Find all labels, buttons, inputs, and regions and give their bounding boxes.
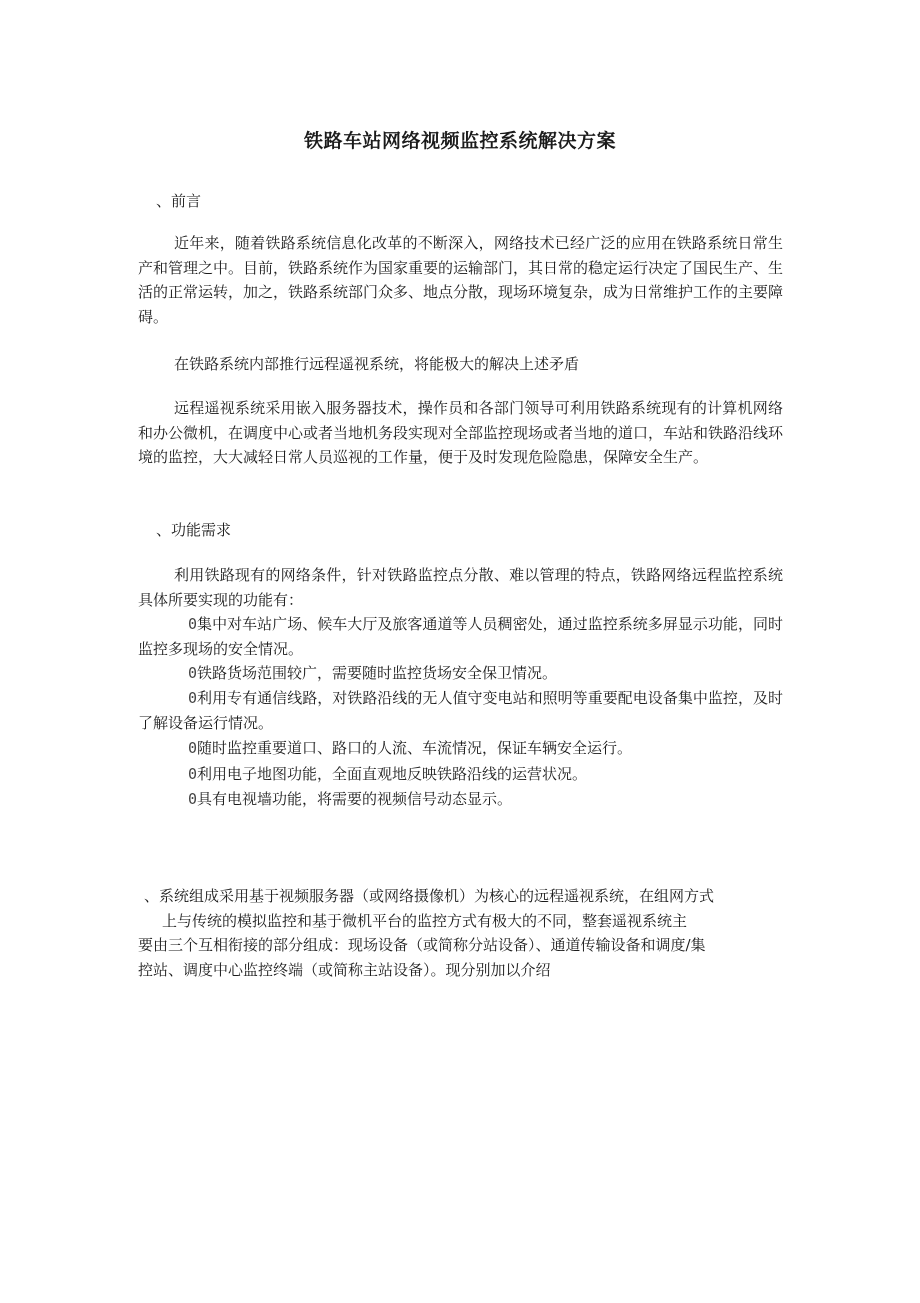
composition-line: 上与传统的模拟监控和基于微机平台的监控方式有极大的不同，整套遥视系统主 xyxy=(162,911,688,930)
bullet-marker: 0 xyxy=(188,790,198,808)
list-item-text: 铁路货场范围较广，需要随时监控货场安全保卫情况。 xyxy=(197,664,558,682)
composition-line: 、系统组成采用基于视频服务器（或网络摄像机）为核心的远程遥视系统，在组网方式 xyxy=(144,887,715,905)
list-item xyxy=(138,686,783,735)
composition-line: 控站、调度中心监控终端（或简称主站设备）。现分别加以介绍 xyxy=(138,960,551,979)
bullet-marker: 0 xyxy=(188,689,198,707)
list-item xyxy=(138,736,783,761)
list-item xyxy=(138,661,783,686)
list-item-text: 具有电视墙功能，将需要的视频信号动态显示。 xyxy=(197,790,513,808)
paragraph-system-composition xyxy=(138,884,788,982)
bullet-marker: 0 xyxy=(188,664,198,682)
list-item xyxy=(138,787,783,812)
section-heading-requirements: 、功能需求 xyxy=(156,521,232,539)
list-item-text: 利用专有通信线路，对铁路沿线的无人值守变电站和照明等重要配电设备集中监控，及时了解设备运行情况。 xyxy=(138,689,783,732)
section-heading-preface: 、前言 xyxy=(156,192,202,210)
list-item-text: 随时监控重要道口、路口的人流、车流情况，保证车辆安全运行。 xyxy=(197,739,633,757)
list-item-text: 集中对车站广场、候车大厅及旅客通道等人员稠密处，通过监控系统多屏显示功能，同时监控多现场的安全情况。 xyxy=(138,615,783,658)
paragraph-proposal: 在铁路系统内部推行远程遥视系统，将能极大的解决上述矛盾 xyxy=(174,355,580,373)
paragraph-remote-monitoring: 远程遥视系统采用嵌入服务器技术，操作员和各部门领导可利用铁路系统现有的计算机网络和办公微机，在调度中心或者当地机务段实现对全部监控现场或者当地的道口，车站和铁路沿线环境的监控，大大减轻日常人员巡视的工作量，便于及时发现危险隐患，保障安全生产。 xyxy=(138,399,784,466)
list-item xyxy=(138,612,783,661)
composition-line: 要由三个互相衔接的部分组成：现场设备（或简称分站设备）、通道传输设备和调度/集 xyxy=(138,936,706,954)
bullet-marker: 0 xyxy=(188,739,198,757)
list-item-text: 利用电子地图功能，全面直观地反映铁路沿线的运营状况。 xyxy=(197,765,588,783)
bullet-marker: 0 xyxy=(188,615,198,633)
list-item xyxy=(138,762,783,787)
paragraph-requirements-intro: 利用铁路现有的网络条件，针对铁路监控点分散、难以管理的特点，铁路网络远程监控系统具体所要实现的功能有： xyxy=(138,566,783,609)
document-title: 铁路车站网络视频监控系统解决方案 xyxy=(303,130,616,152)
bullet-marker: 0 xyxy=(188,765,198,783)
paragraph-intro: 近年来，随着铁路系统信息化改革的不断深入，网络技术已经广泛的应用在铁路系统日常生产和管理之中。目前，铁路系统作为国家重要的运输部门，其日常的稳定运行决定了国民生产、生活的正常运转，加之，铁路系统部门众多、地点分散，现场环境复杂，成为日常维护工作的主要障碍。 xyxy=(138,234,784,326)
